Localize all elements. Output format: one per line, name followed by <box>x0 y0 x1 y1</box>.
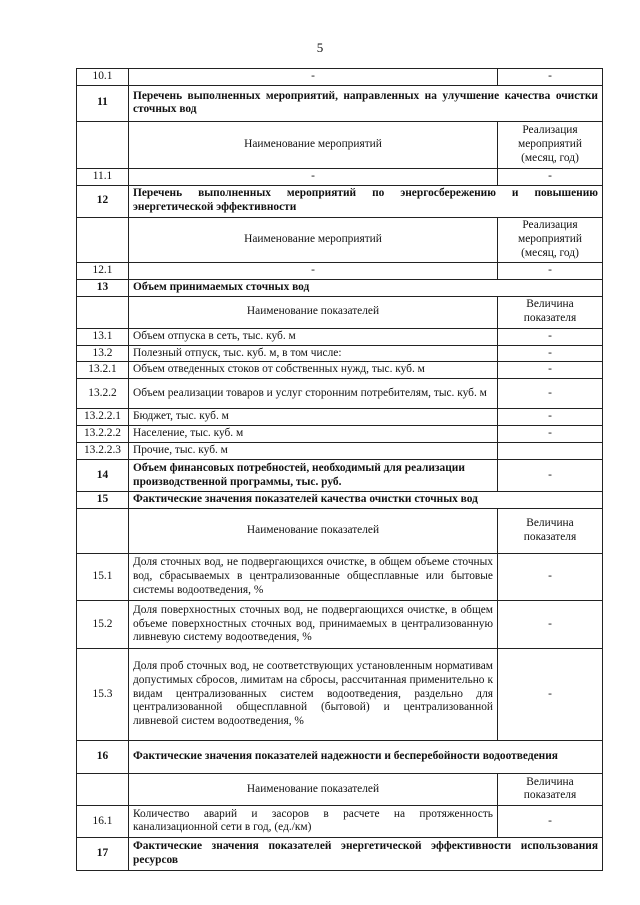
column-header-name: Наименование мероприятий <box>129 121 498 168</box>
table-row <box>77 426 603 443</box>
table-row <box>77 328 603 345</box>
row-number: 12.1 <box>77 262 129 279</box>
row-number: 13.2 <box>77 345 129 362</box>
table-row <box>77 362 603 379</box>
page-number: 5 <box>316 40 324 55</box>
section-title: Перечень выполненных мероприятий, направленных на улучшение качества очистки сточных вод <box>129 85 603 121</box>
column-header-row <box>77 773 603 805</box>
row-name: Объем отпуска в сеть, тыс. куб. м <box>129 328 498 345</box>
row-number: 13.2.2.2 <box>77 426 129 443</box>
column-header-value: Реализация мероприятий (месяц, год) <box>498 217 603 262</box>
section-number: 13 <box>77 279 129 296</box>
section-row <box>77 85 603 121</box>
section-row <box>77 837 603 870</box>
row-value: - <box>498 168 603 185</box>
row-number: 10.1 <box>77 69 129 86</box>
column-header-row <box>77 296 603 328</box>
section-title: Фактические значения показателей качества очистки сточных вод <box>129 492 603 509</box>
section-title: Перечень выполненных мероприятий по энергосбережению и повышению энергетической эффективности <box>129 185 603 217</box>
row-number: 15.2 <box>77 600 129 648</box>
table-row <box>77 805 603 837</box>
section-row <box>77 492 603 509</box>
section-row <box>77 185 603 217</box>
row-name: - <box>129 262 498 279</box>
row-name: Бюджет, тыс. куб. м <box>129 409 498 426</box>
table-row <box>77 379 603 409</box>
row-name: Прочие, тыс. куб. м <box>129 443 498 460</box>
table-row <box>77 443 603 460</box>
row-value: - <box>498 648 603 740</box>
row-number: 15.3 <box>77 648 129 740</box>
row-number: 13.2.2.1 <box>77 409 129 426</box>
row-number: 13.2.1 <box>77 362 129 379</box>
row-value: - <box>498 553 603 600</box>
section-row <box>77 279 603 296</box>
row-name: Население, тыс. куб. м <box>129 426 498 443</box>
column-header-row <box>77 217 603 262</box>
row-name: Доля сточных вод, не подвергающихся очистке, в общем объеме сточных вод, сбрасываемых в централизованные общесплавные или бытовые системы водоотведения, % <box>129 553 498 600</box>
row-value: - <box>498 426 603 443</box>
row-name: - <box>129 168 498 185</box>
column-header-row <box>77 121 603 168</box>
row-value: - <box>498 460 603 492</box>
row-name: Количество аварий и засоров в расчете на протяженность канализационной сети в год, (ед./км) <box>129 805 498 837</box>
row-number: 13.2.2 <box>77 379 129 409</box>
section-row <box>77 460 603 492</box>
column-header-name: Наименование показателей <box>129 296 498 328</box>
column-header-value: Реализация мероприятий (месяц, год) <box>498 121 603 168</box>
row-value: - <box>498 328 603 345</box>
section-number: 16 <box>77 740 129 773</box>
column-header-row <box>77 508 603 553</box>
section-number: 12 <box>77 185 129 217</box>
row-name: - <box>129 69 498 86</box>
table-row <box>77 168 603 185</box>
section-title: Фактические значения показателей энергетической эффективности использования ресурсов <box>129 837 603 870</box>
row-value: - <box>498 379 603 409</box>
section-title: Фактические значения показателей надежности и бесперебойности водоотведения <box>129 740 603 773</box>
table-row <box>77 600 603 648</box>
row-value: - <box>498 409 603 426</box>
table-row <box>77 409 603 426</box>
column-header-name: Наименование мероприятий <box>129 217 498 262</box>
column-header-value: Величина показателя <box>498 773 603 805</box>
row-number: 13.1 <box>77 328 129 345</box>
column-header-value: Величина показателя <box>498 508 603 553</box>
row-value: - <box>498 600 603 648</box>
section-number: 17 <box>77 837 129 870</box>
section-title: Объем принимаемых сточных вод <box>129 279 603 296</box>
row-value: - <box>498 345 603 362</box>
report-table <box>76 68 603 871</box>
table-row <box>77 553 603 600</box>
column-header-name: Наименование показателей <box>129 773 498 805</box>
row-value <box>498 443 603 460</box>
row-name: Объем реализации товаров и услуг сторонним потребителям, тыс. куб. м <box>129 379 498 409</box>
row-value: - <box>498 362 603 379</box>
table-row <box>77 262 603 279</box>
row-name: Полезный отпуск, тыс. куб. м, в том числе: <box>129 345 498 362</box>
row-number: 16.1 <box>77 805 129 837</box>
table-row <box>77 648 603 740</box>
section-number: 15 <box>77 492 129 509</box>
column-header-value: Величина показателя <box>498 296 603 328</box>
section-title: Объем финансовых потребностей, необходимый для реализации производственной программы, тыс. руб. <box>129 460 498 492</box>
table-row <box>77 69 603 86</box>
row-number: 11.1 <box>77 168 129 185</box>
table-row <box>77 345 603 362</box>
row-number: 13.2.2.3 <box>77 443 129 460</box>
section-number: 11 <box>77 85 129 121</box>
section-row <box>77 740 603 773</box>
row-value: - <box>498 69 603 86</box>
row-name: Доля поверхностных сточных вод, не подвергающихся очистке, в общем объеме поверхностных сточных вод, принимаемых в централизованную ливневую систему водоотведения, % <box>129 600 498 648</box>
column-header-name: Наименование показателей <box>129 508 498 553</box>
row-value: - <box>498 262 603 279</box>
row-name: Объем отведенных стоков от собственных нужд, тыс. куб. м <box>129 362 498 379</box>
row-name: Доля проб сточных вод, не соответствующих установленным нормативам допустимых сбросов, лимитам на сбросы, рассчитанная применительно к видам централизованных систем водоотведения, раздельно для централизованной общесплавной (бытовой) и централизованной ливневой систем водоотведения, % <box>129 648 498 740</box>
row-number: 15.1 <box>77 553 129 600</box>
row-value: - <box>498 805 603 837</box>
section-number: 14 <box>77 460 129 492</box>
